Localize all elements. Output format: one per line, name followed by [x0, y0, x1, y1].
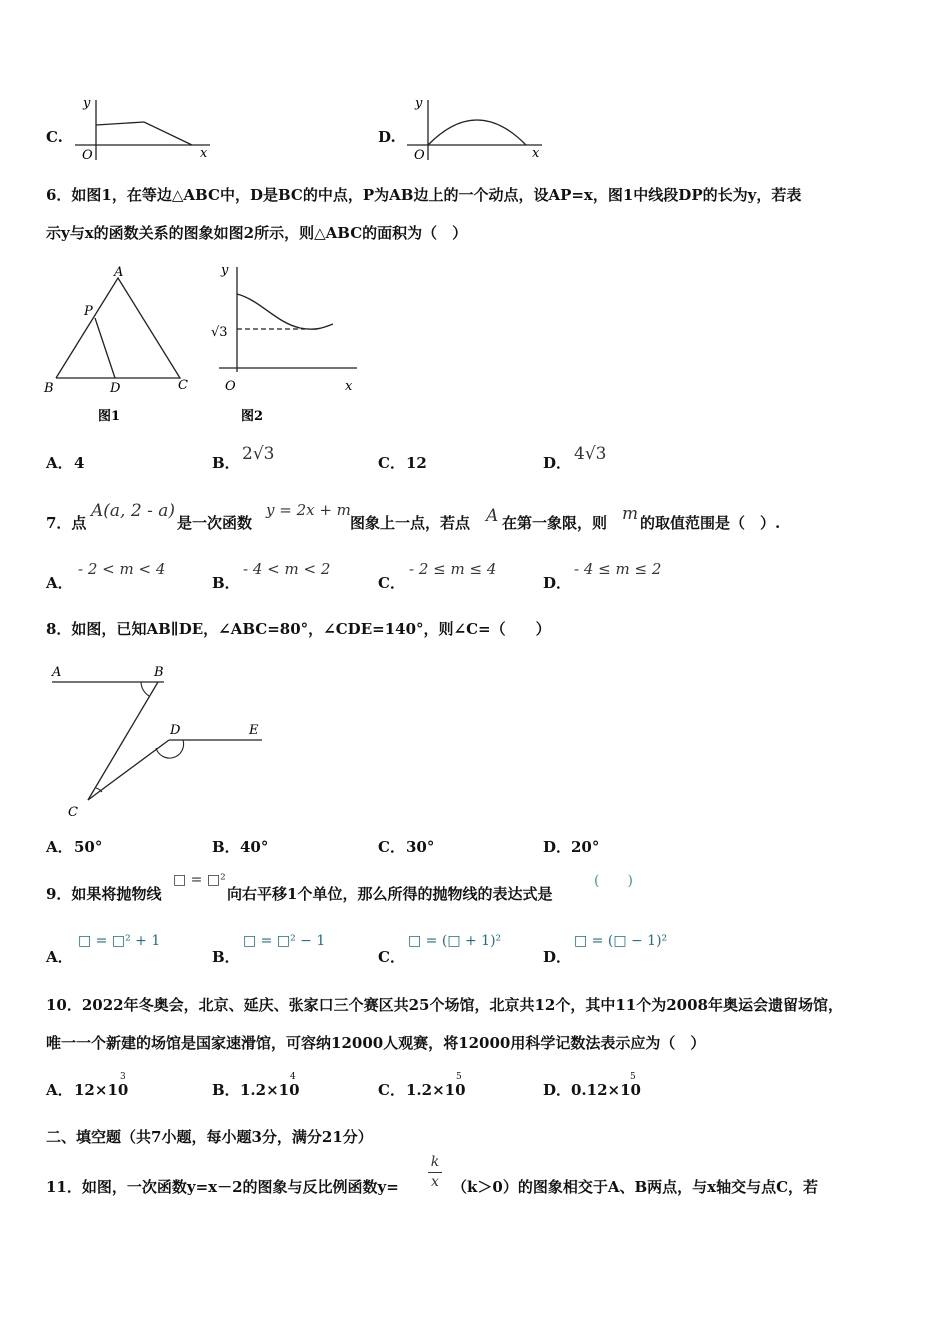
q6-stem-line2: 示y与x的函数关系的图象如图2所示，则△ABC的面积为（ ）: [46, 224, 468, 242]
q5-option-c-label: C.: [46, 128, 63, 146]
q6-option-c-value: 12: [406, 454, 427, 472]
q5c-x-label: x: [200, 146, 208, 161]
fig2-caption: 图2: [241, 409, 264, 424]
q6-option-a-label: A．: [46, 454, 73, 472]
q10-option-a-label: A．: [46, 1081, 73, 1099]
q7-stem-part1: 7．点: [46, 514, 87, 532]
q9-option-a-value: □ = □² + 1: [78, 933, 161, 949]
q7-stem-part4: 在第一象限，则: [502, 514, 608, 532]
q6-option-d-label: D．: [543, 454, 572, 472]
q9-option-c-value: □ = (□ + 1)²: [408, 933, 502, 949]
q8-label-c: C: [68, 805, 78, 820]
q11-fraction: [428, 1155, 442, 1189]
q7-option-a-label: A．: [46, 574, 73, 592]
q11-fraction-denominator: x: [431, 1174, 439, 1190]
q8-option-d-label: D．: [543, 838, 572, 856]
q10-option-d-value: 0.12×10: [571, 1081, 641, 1099]
q9-option-b-label: B．: [212, 948, 240, 966]
q8-option-d-value: 20°: [571, 838, 600, 856]
fig1-label-d: D: [110, 381, 121, 396]
q5-option-c-graph: [70, 95, 215, 165]
q8-option-c-label: C．: [378, 838, 405, 856]
q10-option-b-exponent: 4: [290, 1072, 296, 1082]
q11-stem-part2: （k＞0）的图象相交于A、B两点，与x轴交与点C，若: [452, 1178, 819, 1196]
q6-figure-1: [40, 262, 200, 422]
q10-option-b-label: B．: [212, 1081, 240, 1099]
q8-option-b-value: 40°: [240, 838, 269, 856]
q7-stem-part3: 图象上一点，若点: [350, 514, 471, 532]
q6-stem-line1: 6．如图1，在等边△ABC中，D是BC的中点，P为AB边上的一个动点，设AP=x，图1中线段DP的长为y，若表: [46, 186, 802, 204]
q10-option-a-exponent: 3: [120, 1072, 126, 1082]
q6-figure-2: [205, 262, 365, 422]
q10-option-c-value: 1.2×10: [406, 1081, 466, 1099]
q7-option-d-label: D．: [543, 574, 572, 592]
q8-option-c-value: 30°: [406, 838, 435, 856]
fig1-label-p: P: [84, 304, 93, 319]
q7-option-b-value: - 4 < m < 2: [243, 560, 331, 578]
q5d-x-label: x: [532, 146, 540, 161]
q5d-o-label: O: [414, 148, 425, 163]
fig2-o-label: O: [225, 379, 236, 394]
q5c-y-label: y: [83, 96, 91, 111]
fig2-x-label: x: [345, 379, 353, 394]
section-2-heading: 二、填空题（共7小题，每小题3分，满分21分）: [46, 1128, 373, 1146]
q11-fraction-numerator: k: [430, 1154, 440, 1170]
fig2-y-label: y: [221, 263, 229, 278]
q9-option-c-label: C．: [378, 948, 405, 966]
q6-option-b-value: 2√3: [242, 444, 275, 464]
q10-option-a-value: 12×10: [74, 1081, 129, 1099]
q7-option-d-value: - 4 ≤ m ≤ 2: [574, 560, 662, 578]
q9-option-a-label: A．: [46, 948, 73, 966]
q8-label-a: A: [52, 665, 62, 680]
q10-stem-line1: 10．2022年冬奥会，北京、延庆、张家口三个赛区共25个场馆，北京共12个，其中11个为2008年奥运会遗留场馆，: [46, 996, 843, 1014]
q9-stem-part2: 向右平移1个单位，那么所得的抛物线的表达式是: [227, 885, 553, 903]
fig1-caption: 图1: [98, 409, 121, 424]
q7-function-expr: y = 2x + m: [266, 501, 351, 519]
q7-stem-part5: 的取值范围是（ ）.: [640, 514, 781, 532]
q11-fraction-bar: [428, 1172, 442, 1173]
q5c-o-label: O: [82, 148, 93, 163]
q5-option-d-graph: [402, 95, 547, 165]
q8-option-a-label: A．: [46, 838, 73, 856]
q8-label-b: B: [154, 665, 164, 680]
q8-label-e: E: [249, 723, 259, 738]
q7-option-b-label: B．: [212, 574, 240, 592]
q10-option-d-exponent: 5: [630, 1072, 636, 1082]
q7-variable-m: m: [622, 504, 639, 524]
fig2-sqrt3-label: √3: [211, 325, 228, 340]
q9-stem-part1: 9．如果将抛物线: [46, 885, 162, 903]
q7-point-a: A: [486, 506, 499, 526]
q10-option-c-exponent: 5: [456, 1072, 462, 1082]
q5-option-d-label: D.: [378, 128, 396, 146]
q5d-y-label: y: [415, 96, 423, 111]
q8-label-d: D: [170, 723, 181, 738]
q10-option-c-label: C．: [378, 1081, 405, 1099]
q7-option-a-value: - 2 < m < 4: [78, 560, 166, 578]
q6-option-c-label: C．: [378, 454, 405, 472]
q9-answer-paren: ( ): [594, 873, 633, 889]
q6-option-b-label: B．: [212, 454, 240, 472]
q8-option-b-label: B．: [212, 838, 240, 856]
fig1-label-c: C: [178, 378, 188, 393]
fig1-label-b: B: [44, 381, 54, 396]
q9-option-b-value: □ = □² − 1: [243, 933, 326, 949]
q7-option-c-value: - 2 ≤ m ≤ 4: [409, 560, 497, 578]
fig1-label-a: A: [114, 265, 124, 280]
q8-option-a-value: 50°: [74, 838, 103, 856]
q9-parabola-expr: □ = □²: [173, 872, 226, 888]
q9-option-d-value: □ = (□ − 1)²: [574, 933, 668, 949]
q7-option-c-label: C．: [378, 574, 405, 592]
q6-option-a-value: 4: [74, 454, 85, 472]
q9-option-d-label: D．: [543, 948, 572, 966]
q8-stem: 8．如图，已知AB∥DE，∠ABC=80°，∠CDE=140°，则∠C=（ ）: [46, 620, 551, 638]
q7-point-expr: A(a, 2 - a): [91, 501, 175, 521]
q10-stem-line2: 唯一一个新建的场馆是国家速滑馆，可容纳12000人观赛，将12000用科学记数法表示应为（ ）: [46, 1034, 706, 1052]
q7-stem-part2: 是一次函数: [177, 514, 253, 532]
q10-option-b-value: 1.2×10: [240, 1081, 300, 1099]
q10-option-d-label: D．: [543, 1081, 572, 1099]
q11-stem-part1: 11．如图，一次函数y=x－2的图象与反比例函数y=: [46, 1178, 399, 1196]
q8-figure: [46, 660, 276, 825]
q6-option-d-value: 4√3: [574, 444, 607, 464]
